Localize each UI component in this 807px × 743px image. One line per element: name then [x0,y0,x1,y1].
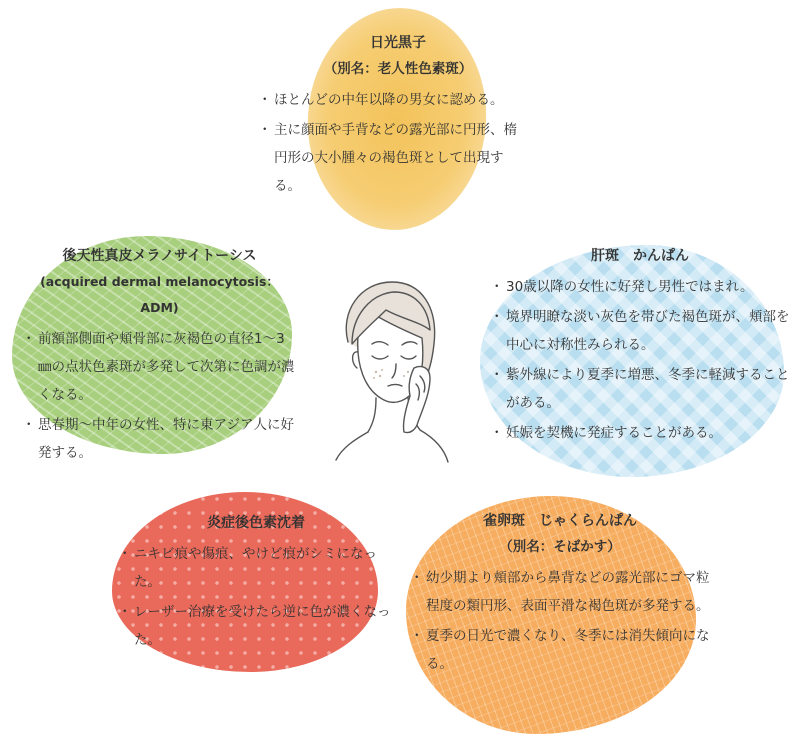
ensho-list [118,540,394,654]
nikko-list [258,86,538,200]
jakuran-title: 雀卵斑 じゃくらんぱん [483,513,637,529]
ensho-item-2: ・ レーザー治療を受けたら逆に色が濃くなった。 [118,598,394,654]
kanpan-list [490,273,790,447]
nikko-item-1: ・ ほとんどの中年以降の男女に認める。 [258,86,538,114]
kanpan-title: 肝斑 かんぱん [591,248,689,264]
kanpan-item-1: ・ 30歳以降の女性に好発し男性ではまれ。 [490,273,790,301]
ensho-item-1: ・ ニキビ痕や傷痕、やけど痕がシミになった。 [118,540,394,596]
nikko-item-2: ・ 主に顔面や手背などの露光部に円形、楕円形の大小腫々の褐色斑として出現する。 [258,116,524,200]
adm-list [22,325,297,467]
adm-item-2: ・ 思春期～中年の女性、特に東アジア人に好発する。 [22,411,297,467]
adm-section [22,243,297,469]
jakuran-item-1: ・ 幼少期より頬部から鼻背などの露光部にゴマ粒程度の類円形、表面平滑な褐色斑が多発する。 [410,564,710,620]
ensho-title: 炎症後色素沈着 [207,515,305,531]
nikko-subtitle: （別名：老人性色素斑） [323,61,473,77]
jakuran-section [410,508,710,680]
worried-woman-illustration [330,272,450,468]
nikko-title: 日光黒子 [370,35,426,51]
kanpan-section [490,243,790,449]
adm-title: 後天性真皮メラノサイトーシス [62,248,257,264]
jakuran-subtitle: （別名：そばかす） [499,539,621,555]
kanpan-item-3: ・ 紫外線により夏季に増悪、冬季に軽減することがある。 [490,361,790,417]
adm-item-1: ・ 前額部側面や頬骨部に灰褐色の直径1～3㎜の点状色素斑が多発して次第に色調が濃くなる。 [22,325,297,409]
ensho-section [118,510,394,656]
nikko-section [258,30,538,202]
adm-subtitle: (acquired dermal melanocytosis：ADM) [40,274,279,315]
kanpan-item-2: ・ 境界明瞭な淡い灰色を帯びた褐色斑が、頬部を中心に対称性みられる。 [490,303,790,359]
jakuran-list [410,564,710,678]
kanpan-item-4: ・ 妊娠を契機に発症することがある。 [490,419,790,447]
jakuran-item-2: ・ 夏季の日光で濃くなり、冬季には消失傾向になる。 [410,622,710,678]
